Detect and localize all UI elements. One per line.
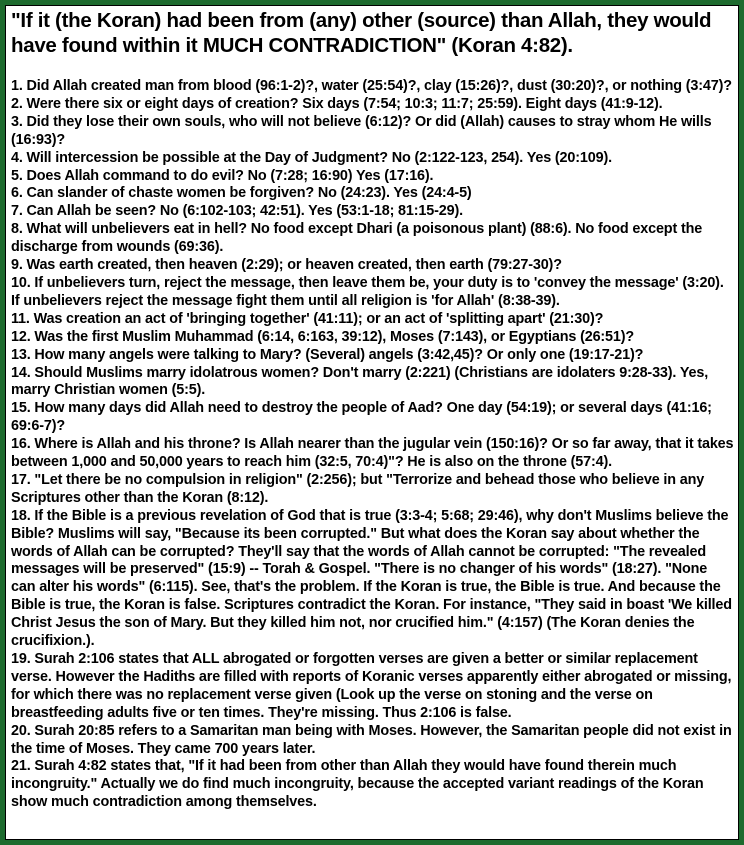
list-item: 4. Will intercession be possible at the Day of Judgment? No (2:122-123, 254). Yes (20:109). <box>11 149 612 166</box>
list-item: 6. Can slander of chaste women be forgiven? No (24:23). Yes (24:4-5) <box>11 185 472 202</box>
contradiction-list <box>11 78 735 812</box>
list-item: 12. Was the first Muslim Muhammad (6:14, 6:163, 39:12), Moses (7:143), or Egyptians (26:51)? <box>11 328 635 345</box>
list-item: 2. Were there six or eight days of creation? Six days (7:54; 10:3; 11:7; 25:59). Eight days (41:9-12). <box>11 95 663 112</box>
list-item: 3. Did they lose their own souls, who will not believe (6:12)? Or did (Allah) causes to stray whom He wills (16:93)? <box>11 113 712 148</box>
list-item: 14. Should Muslims marry idolatrous women? Don't marry (2:221) (Christians are idolaters 9:28-33). Yes, marry Christian women (5:5). <box>11 364 709 399</box>
list-item: 8. What will unbelievers eat in hell? No food except Dhari (a poisonous plant) (88:6). No food except the discharge from wounds (69:36). <box>11 221 703 256</box>
list-item: 21. Surah 4:82 states that, "If it had been from other than Allah they would have found therein much incongruity." Actually we do find much incongruity, because the accepted variant readings of the Koran show much contradiction among themselves. <box>11 758 704 811</box>
list-item: 1. Did Allah created man from blood (96:1-2)?, water (25:54)?, clay (15:26)?, dust (30:20)?, or nothing (3:47)? <box>11 78 732 94</box>
list-item: 19. Surah 2:106 states that ALL abrogated or forgotten verses are given a better or similar replacement verse. However the Hadiths are filled with reports of Koranic verses apparently either abrogated or missing, for which there was no replacement verse given (Look up the verse on stoning and the verse on breastfeeding adults five or ten times. They're missing. Thus 2:106 is false. <box>11 651 732 721</box>
list-item: 13. How many angels were talking to Mary? (Several) angels (3:42,45)? Or only one (19:17-21)? <box>11 346 644 363</box>
document-content <box>11 8 735 812</box>
page-heading: "If it (the Koran) had been from (any) other (source) than Allah, they would have found within it MUCH CONTRADICTION" (Koran 4:82). <box>11 9 712 57</box>
list-item: 11. Was creation an act of 'bringing together' (41:11); or an act of 'splitting apart' (21:30)? <box>11 310 604 327</box>
list-item: 10. If unbelievers turn, reject the message, then leave them be, your duty is to 'convey the message' (3:20). If unbelievers reject the message fight them until all religion is 'for Allah' (8:38-39). <box>11 274 724 309</box>
list-item: 16. Where is Allah and his throne? Is Allah nearer than the jugular vein (150:16)? Or so far away, that it takes between 1,000 and 50,000 years to reach him (32:5, 70:4)"? He is also on the throne (57:4). <box>11 436 734 471</box>
list-item: 20. Surah 20:85 refers to a Samaritan man being with Moses. However, the Samaritan people did not exist in the time of Moses. They came 700 years later. <box>11 722 732 757</box>
list-item: 9. Was earth created, then heaven (2:29); or heaven created, then earth (79:27-30)? <box>11 257 562 274</box>
list-item: 7. Can Allah be seen? No (6:102-103; 42:51). Yes (53:1-18; 81:15-29). <box>11 203 463 220</box>
list-item: 15. How many days did Allah need to destroy the people of Aad? One day (54:19); or several days (41:16; 69:6-7)? <box>11 400 712 435</box>
list-item: 17. "Let there be no compulsion in religion" (2:256); but "Terrorize and behead those who believe in any Scriptures other than the Koran (8:12). <box>11 471 705 506</box>
list-item: 5. Does Allah command to do evil? No (7:28; 16:90) Yes (17:16). <box>11 167 434 184</box>
list-item: 18. If the Bible is a previous revelation of God that is true (3:3-4; 5:68; 29:46), why don't Muslims believe the Bible? Muslims will say, "Because its been corrupted." But what does the Koran say about whether the words of Allah can be corrupted? They'll say that the words of Allah cannot be corrupted: "The revealed messages will be preserved" (15:9) -- Torah & Gospel. "There is no changer of his words" (18:27). "None can alter his words" (6:115). See, that's the problem. If the Koran is true, the Bible is true. And because the Bible is true, the Koran is false. Scriptures contradict the Koran. For instance, "They said in boast 'We killed Christ Jesus the son of Mary. But they killed him not, nor crucified him." (4:157) (The Koran denies the crucifixion.). <box>11 507 732 650</box>
